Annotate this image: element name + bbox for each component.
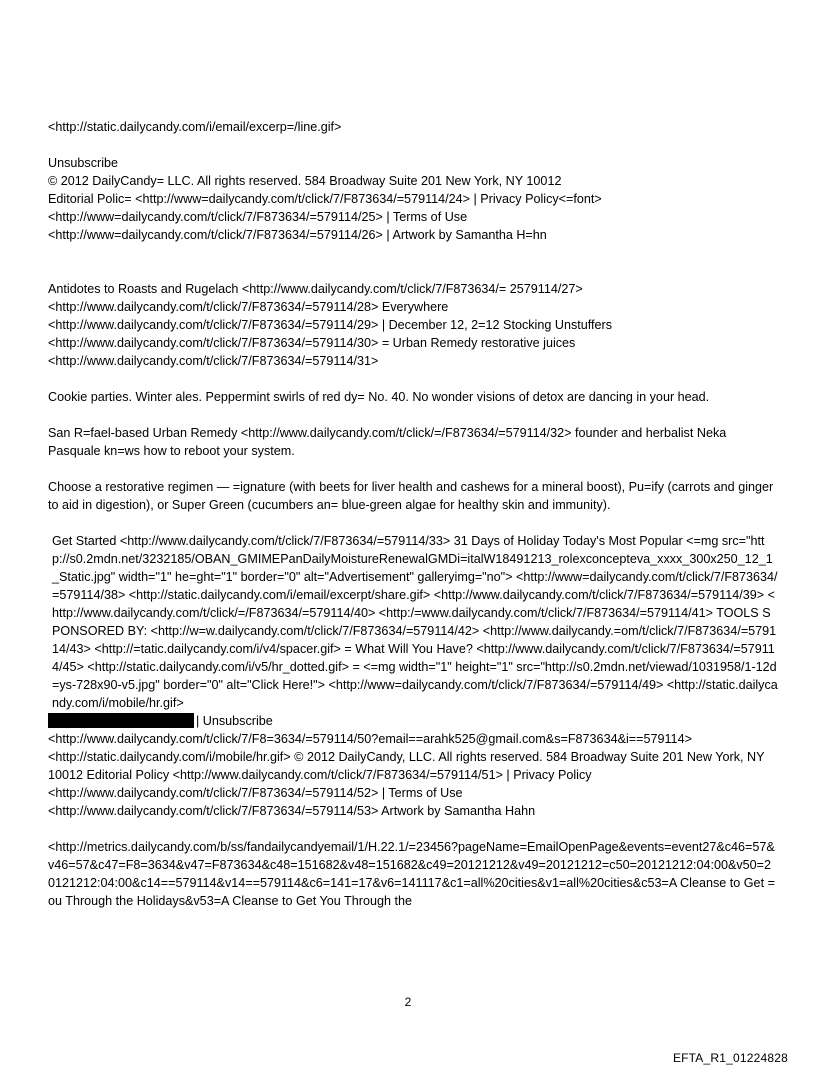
body-paragraph: Cookie parties. Winter ales. Peppermint swirls of red dy= No. 40. No wonder visions of detox are dancing in your head. (48, 390, 710, 404)
redaction-bar (48, 713, 194, 728)
footer1-unsubscribe: Unsubscribe (48, 156, 118, 170)
article-links (48, 280, 778, 370)
article-link-line: <http://www.dailycandy.com/t/click/7/F873634/=579114/30> = Urban Remedy restorative juices (48, 336, 576, 350)
article-link-line: <http://www.dailycandy.com/t/click/7/F873634/=579114/28> Everywhere (48, 300, 449, 314)
page-number: 2 (404, 995, 412, 1009)
article-link-line: <http://www.dailycandy.com/t/click/7/F873634/=579114/31> (48, 354, 379, 368)
redacted-unsubscribe-line (48, 712, 778, 730)
footer-block-2: <http://www.dailycandy.com/t/click/7/F8=3634/=579114/50?email==arahk525@gmail.com&s=F873634&i==579114> <http://static.dailycandy.com/i/mobile/hr.gif> © 2012 DailyCandy, LLC. All rights reserved. 584 Broadway Suite 201 New York, NY 10012 Editorial Policy <http://www.dailycandy.com/t/click/7/F873634/=579114/51> | Privacy Policy <http://www.dailycandy.com/t/click/7/F873634/=579114/52> | Terms of Use <http://www.dailycandy.com/t/click/7/F873634/=579114/53> Artwork by Samantha Hahn (48, 732, 765, 818)
footer1-policy: Editorial Polic= <http://www=dailycandy.com/t/click/7/F873634/=579114/24> | Privacy Policy<=font> (48, 192, 602, 206)
metrics-url-block: <http://metrics.dailycandy.com/b/ss/fandailycandyemail/1/H.22.1/=23456?pageName=EmailOpenPage&events=event27&c46=57&v46=57&c47=F8=3634&v47=F873634&c48=151682&v48=151682&c49=20121212&v49=20121212=c50=20121212:04:00&v50=20121212:04:00&c14==579114&v14==579114&c6=141=17&v6=141117&c1=all%20cities&v1=all%20cities&c53=A Cleanse to Get =ou Through the Holidays&v53=A Cleanse to Get You Through the (48, 840, 775, 908)
footer1-terms: <http://www=dailycandy.com/t/click/7/F873634/=579114/25> | Terms of Use (48, 210, 468, 224)
footer-block-1 (48, 154, 778, 244)
bates-number: EFTA_R1_01224828 (672, 1051, 788, 1065)
article-link-line: <http://www.dailycandy.com/t/click/7/F873634/=579114/29> | December 12, 2=12 Stocking Unstuffers (48, 318, 613, 332)
unsubscribe-text: | Unsubscribe (196, 714, 273, 728)
get-started-block: Get Started <http://www.dailycandy.com/t/click/7/F873634/=579114/33> 31 Days of Holiday Today's Most Popular <=mg src="http://s0.2mdn.net/3232185/OBAN_GMIMEPanDailyMoistureRenewalGMDi=italW18491213_rolexconcepteva_xxxx_300x250_12_1_Static.jpg" width="1" he=ght="1" border="0" alt="Advertisement" galleryimg="no"> <http://www=dailycandy.com/t/click/7/F873634/=579114/38> <http://static.dailycandy.com/i/email/excerpt/share.gif> <http://www.dailycandy.com/t/click/7/F873634/=579114/39> <http://www.dailycandy.com/t/click/=/F873634/=579114/40> <http:/=www.dailycandy.com/t/click/7/F873634/=579114/41> TOOLS SPONSORED BY: <http://w=w.dailycandy.com/t/click/7/F873634/=579114/42> <http://www.dailycandy.=om/t/click/7/F873634/=579114/43> <http://=tatic.dailycandy.com/i/v4/spacer.gif> = What Will You Have? <http://www.dailycandy.com/t/click/7/F873634/=579114/45> <http://static.dailycandy.com/i/v5/hr_dotted.gif> = <=mg width="1" height="1" src="http://s0.2mdn.net/viewad/1031958/1-12d=ys-728x90-v5.jpg" border="0" alt="Click Here!"> <http://www=dailycandy.com/t/click/7/F873634/=579114/49> <http://static.dailycandy.com/i/mobile/hr.gif> (52, 534, 778, 710)
spacer (48, 262, 778, 280)
body-paragraph: San R=fael-based Urban Remedy <http://www.dailycandy.com/t/click/=/F873634/=579114/32> founder and herbalist Neka Pasquale kn=ws how to reboot your system. (48, 426, 727, 458)
footer1-artwork: <http://www=dailycandy.com/t/click/7/F873634/=579114/26> | Artwork by Samantha H=hn (48, 228, 547, 242)
body-paragraph: Choose a restorative regimen — =ignature (with beets for liver health and cashews for a mineral boost), Pu=ify (carrots and ginger to aid in digestion), or Super Green (cucumbers an= blue-green algae for healthy skin and immunity). (48, 480, 774, 512)
footer1-copyright: © 2012 DailyCandy= LLC. All rights reserved. 584 Broadway Suite 201 New York, NY 10012 (48, 174, 562, 188)
document-page (48, 118, 778, 910)
header-line-link: <http://static.dailycandy.com/i/email/excerp=/line.gif> (48, 120, 342, 134)
article-link-line: Antidotes to Roasts and Rugelach <http://www.dailycandy.com/t/click/7/F873634/= 2579114/27> (48, 282, 583, 296)
